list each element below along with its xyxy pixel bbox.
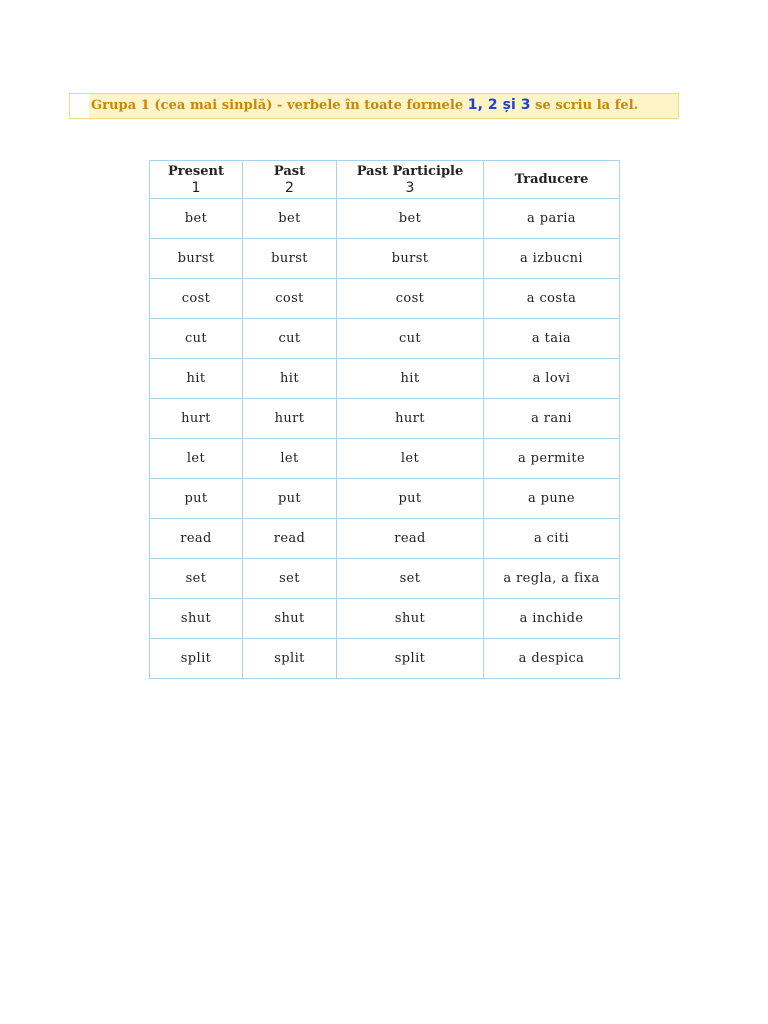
banner-conjunction: și [497, 97, 521, 113]
cell-past: put [243, 479, 337, 519]
cell-past: read [243, 519, 337, 559]
cell-past-participle: cost [337, 279, 484, 319]
header-label: Present [168, 163, 224, 179]
cell-past-participle: hit [337, 359, 484, 399]
header-label: Traducere [514, 171, 589, 187]
cell-past-participle: burst [337, 239, 484, 279]
header-number: 3 [405, 179, 415, 196]
table-row [150, 599, 620, 639]
header-number: 2 [285, 179, 294, 196]
cell-past-participle: let [337, 439, 484, 479]
cell-past: cost [243, 279, 337, 319]
table-row [150, 399, 620, 439]
cell-past-participle: cut [337, 319, 484, 359]
cell-past-participle: put [337, 479, 484, 519]
banner-number-3: 3 [520, 97, 531, 113]
header-label: Past [273, 163, 306, 179]
cell-present: hit [150, 359, 243, 399]
cell-past-participle: read [337, 519, 484, 559]
cell-past: cut [243, 319, 337, 359]
cell-translation: a despica [484, 639, 620, 679]
cell-past-participle: hurt [337, 399, 484, 439]
banner-number-1: 1 [467, 97, 478, 113]
header-past [243, 161, 337, 199]
cell-past: split [243, 639, 337, 679]
cell-past: set [243, 559, 337, 599]
banner-prefix: Grupa 1 (cea mai sinplă) - verbele în toate formele [91, 98, 468, 113]
cell-translation: a paria [484, 199, 620, 239]
table-row [150, 319, 620, 359]
cell-present: split [150, 639, 243, 679]
cell-present: let [150, 439, 243, 479]
cell-translation: a permite [484, 439, 620, 479]
cell-past: bet [243, 199, 337, 239]
cell-translation: a izbucni [484, 239, 620, 279]
cell-translation: a citi [484, 519, 620, 559]
cell-present: hurt [150, 399, 243, 439]
cell-translation: a inchide [484, 599, 620, 639]
cell-past-participle: split [337, 639, 484, 679]
table-row [150, 359, 620, 399]
cell-translation: a taia [484, 319, 620, 359]
table-row [150, 439, 620, 479]
cell-present: shut [150, 599, 243, 639]
table-row [150, 519, 620, 559]
cell-translation: a rani [484, 399, 620, 439]
cell-translation: a regla, a fixa [484, 559, 620, 599]
cell-past: hit [243, 359, 337, 399]
table-row [150, 639, 620, 679]
cell-translation: a costa [484, 279, 620, 319]
cell-translation: a pune [484, 479, 620, 519]
verb-table [149, 160, 620, 679]
cell-present: cut [150, 319, 243, 359]
banner-number-2: 2 [487, 97, 498, 113]
table-row [150, 279, 620, 319]
table-row [150, 239, 620, 279]
cell-past: let [243, 439, 337, 479]
header-label: Past Participle [356, 163, 464, 179]
table-body [150, 199, 620, 679]
cell-past-participle: bet [337, 199, 484, 239]
cell-translation: a lovi [484, 359, 620, 399]
table-row [150, 199, 620, 239]
cell-present: bet [150, 199, 243, 239]
cell-past: shut [243, 599, 337, 639]
cell-past: hurt [243, 399, 337, 439]
banner-text [91, 97, 638, 113]
cell-present: put [150, 479, 243, 519]
header-present [150, 161, 243, 199]
group-banner [69, 93, 679, 119]
cell-present: read [150, 519, 243, 559]
cell-present: cost [150, 279, 243, 319]
cell-past-participle: shut [337, 599, 484, 639]
table-row [150, 559, 620, 599]
header-traducere [484, 161, 620, 199]
cell-present: burst [150, 239, 243, 279]
banner-suffix: se scriu la fel. [530, 98, 639, 113]
header-past-participle [337, 161, 484, 199]
cell-past: burst [243, 239, 337, 279]
cell-past-participle: set [337, 559, 484, 599]
header-number: 1 [191, 179, 201, 196]
table-header-row [150, 161, 620, 199]
banner-separator: , [477, 97, 488, 113]
table-row [150, 479, 620, 519]
cell-present: set [150, 559, 243, 599]
